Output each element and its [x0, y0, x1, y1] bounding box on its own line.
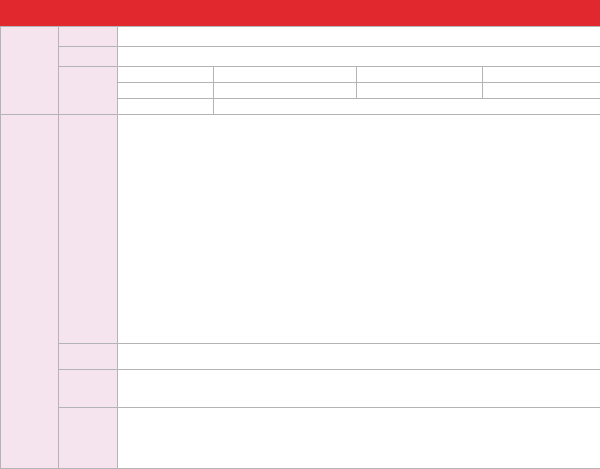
- annuity-text-line: [122, 139, 596, 151]
- death-label: [59, 408, 118, 469]
- premium-header-cell: [483, 67, 600, 83]
- rules-and-benefits-table: [0, 26, 600, 469]
- premium-label: [59, 67, 118, 115]
- death-text-line: [122, 420, 596, 432]
- maturity-text-line: [122, 383, 596, 395]
- annuity-text-line: [122, 223, 596, 235]
- premium-value-cell: [118, 83, 214, 99]
- page-title: [0, 0, 600, 26]
- benefits-section-label: [1, 115, 59, 469]
- annuity-text-line: [122, 283, 596, 295]
- death-text-line: [122, 456, 596, 468]
- maturity-label: [59, 370, 118, 408]
- birthday-text: [118, 344, 600, 370]
- premium-header-cell: [118, 67, 214, 83]
- annuity-text-line: [122, 175, 596, 187]
- annuity-text-line: [122, 295, 596, 307]
- birthday-row: [1, 344, 600, 370]
- premium-note-left: [118, 99, 214, 115]
- death-text-line: [122, 444, 596, 456]
- premium-note-right: [214, 99, 600, 115]
- premium-value-cell: [483, 83, 600, 99]
- term-value: [118, 47, 600, 67]
- premium-header-cell: [357, 67, 483, 83]
- annuity-text-line: [122, 331, 596, 343]
- premium-header-cell: [214, 67, 357, 83]
- annuity-text-line: [122, 211, 596, 223]
- death-text-line: [122, 408, 596, 420]
- entry-age-value: [118, 27, 600, 47]
- entry-age-row: [1, 27, 600, 47]
- annuity-row: [1, 115, 600, 344]
- premium-value-cell: [357, 83, 483, 99]
- annuity-text-line: [122, 187, 596, 199]
- premium-value-cell: [214, 83, 357, 99]
- maturity-text-line: [122, 395, 596, 407]
- annuity-text-line: [122, 319, 596, 331]
- birthday-text-line: [122, 357, 596, 369]
- annuity-text-line: [122, 199, 596, 211]
- death-text: [118, 408, 600, 469]
- annuity-text-line: [122, 163, 596, 175]
- annuity-text-line: [122, 127, 596, 139]
- annuity-text-line: [122, 307, 596, 319]
- maturity-text-line: [122, 371, 596, 383]
- annuity-text-line: [122, 151, 596, 163]
- maturity-text: [118, 370, 600, 408]
- annuity-label: [59, 115, 118, 344]
- premium-header-row: [1, 67, 600, 83]
- annuity-text: [118, 115, 600, 344]
- birthday-text-line: [122, 345, 596, 357]
- birthday-label: [59, 344, 118, 370]
- annuity-text-line: [122, 247, 596, 259]
- maturity-row: [1, 370, 600, 408]
- term-row: [1, 47, 600, 67]
- annuity-text-line: [122, 235, 596, 247]
- death-text-line: [122, 432, 596, 444]
- rules-section-label: [1, 27, 59, 115]
- annuity-text-line: [122, 271, 596, 283]
- annuity-text-line: [122, 259, 596, 271]
- term-label: [59, 47, 118, 67]
- entry-age-label: [59, 27, 118, 47]
- annuity-text-line: [122, 115, 596, 127]
- death-row: [1, 408, 600, 469]
